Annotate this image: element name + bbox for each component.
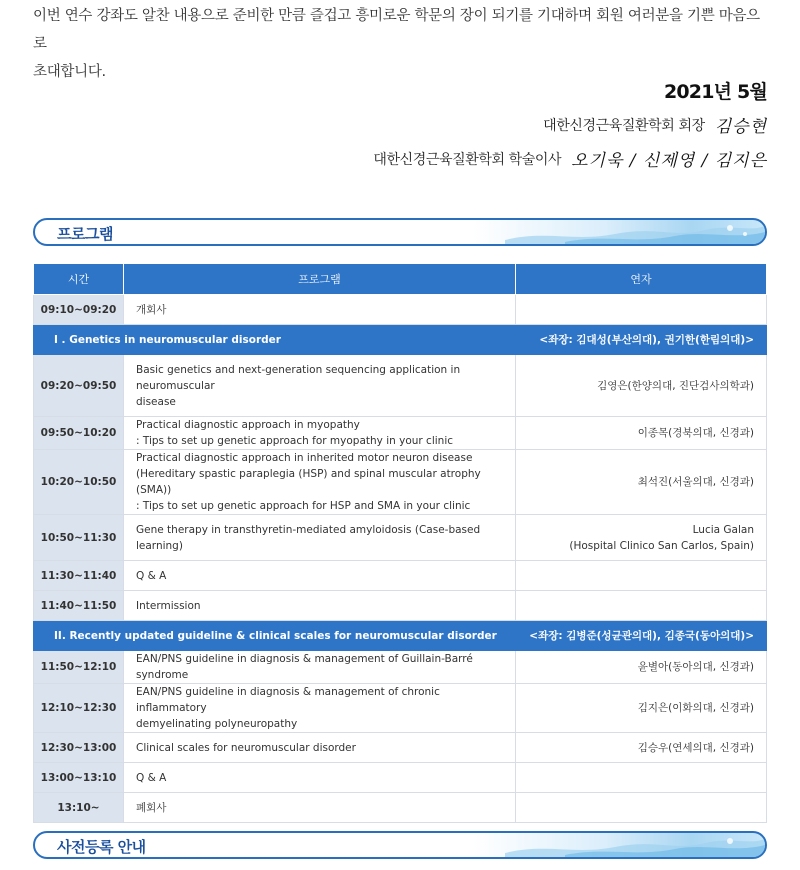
speaker-cell	[516, 651, 767, 684]
registration-section-title: 사전등록 안내	[57, 838, 146, 856]
program-line: EAN/PNS guideline in diagnosis & management of Guillain-Barré syndrome	[136, 653, 473, 681]
program-line: Q & A	[136, 771, 167, 784]
time-cell: 12:10~12:30	[34, 684, 124, 733]
program-line: (Hereditary spastic paraplegia (HSP) and spinal muscular atrophy (SMA))	[136, 468, 481, 496]
program-line: : Tips to set up genetic approach for myopathy in your clinic	[136, 435, 454, 447]
program-line: Q & A	[136, 569, 167, 582]
speaker-line: 김지은(이화의대, 신경과)	[637, 702, 754, 714]
closing-date: 2021년 5월	[663, 81, 767, 103]
registration-section-header	[33, 831, 767, 859]
program-cell	[124, 450, 516, 515]
time-cell: 12:30~13:00	[34, 733, 124, 763]
program-line: demyelinating polyneuropathy	[136, 718, 298, 730]
time-cell: 10:50~11:30	[34, 515, 124, 561]
program-cell	[124, 733, 516, 763]
program-line: Basic genetics and next-generation sequencing application in neuromuscular	[136, 363, 461, 392]
table-row	[34, 561, 767, 591]
intro-paragraph	[33, 2, 773, 86]
table-row	[34, 733, 767, 763]
time-cell: 11:30~11:40	[34, 561, 124, 591]
program-cell	[124, 355, 516, 417]
speaker-cell	[516, 684, 767, 733]
speaker-line: 김승우(연세의대, 신경과)	[637, 741, 754, 754]
program-cell	[124, 591, 516, 621]
table-row	[34, 684, 767, 733]
program-cell	[124, 515, 516, 561]
speaker-cell	[516, 515, 767, 561]
program-cell	[124, 651, 516, 684]
table-row	[34, 793, 767, 823]
program-line: Practical diagnostic approach in myopathy	[136, 419, 360, 431]
speaker-cell	[516, 733, 767, 763]
header-time: 시간	[34, 264, 124, 295]
speaker-line: Lucia Galan	[692, 523, 754, 536]
session-title: II. Recently updated guideline & clinical scales for neuromuscular disorder	[34, 621, 516, 651]
intro-line-1: 이번 연수 강좌도 알찬 내용으로 준비한 만큼 즐겁고 흥미로운 학문의 장이 되기를 기대하며 회원 여러분을 기쁜 마음으로	[33, 8, 760, 52]
time-cell: 13:10~	[34, 793, 124, 823]
session-header-row	[34, 325, 767, 355]
time-cell: 11:50~12:10	[34, 651, 124, 684]
time-cell: 13:00~13:10	[34, 763, 124, 793]
program-table-header-row	[34, 264, 767, 295]
speaker-cell	[516, 793, 767, 823]
speaker-line: 윤별아(동아의대, 신경과)	[637, 661, 754, 673]
program-cell	[124, 763, 516, 793]
time-cell: 09:50~10:20	[34, 417, 124, 450]
speaker-cell	[516, 763, 767, 793]
program-line: Intermission	[136, 599, 201, 612]
speaker-line: 이종목(경북의대, 신경과)	[637, 427, 754, 439]
time-cell: 11:40~11:50	[34, 591, 124, 621]
table-row	[34, 450, 767, 515]
header-speaker: 연자	[516, 264, 767, 295]
session-chair: <좌장: 김대성(부산의대), 권기한(한림의대)>	[516, 325, 767, 355]
table-row	[34, 355, 767, 417]
time-cell: 09:20~09:50	[34, 355, 124, 417]
program-cell	[124, 684, 516, 733]
program-line: Clinical scales for neuromuscular disorder	[136, 741, 356, 754]
program-cell	[124, 561, 516, 591]
program-line: Practical diagnostic approach in inherited motor neuron disease	[136, 452, 473, 464]
program-table	[33, 263, 767, 823]
president-signature-row	[543, 112, 767, 137]
water-wave-decoration-icon	[505, 220, 765, 244]
speaker-cell	[516, 355, 767, 417]
header-program: 프로그램	[124, 264, 516, 295]
program-section-title: 프로그램	[57, 225, 113, 243]
speaker-cell	[516, 295, 767, 325]
speaker-cell	[516, 561, 767, 591]
table-row	[34, 763, 767, 793]
program-line: 폐회사	[136, 801, 167, 814]
speaker-cell	[516, 417, 767, 450]
table-row	[34, 651, 767, 684]
program-line: 개회사	[136, 303, 167, 316]
program-line: : Tips to set up genetic approach for HSP and SMA in your clinic	[136, 500, 471, 512]
program-cell	[124, 417, 516, 450]
president-title: 대한신경근육질환학회 회장	[543, 117, 705, 134]
time-cell: 10:20~10:50	[34, 450, 124, 515]
table-row	[34, 591, 767, 621]
table-row	[34, 295, 767, 325]
speaker-cell	[516, 450, 767, 515]
program-cell	[124, 793, 516, 823]
president-signature: 김승현	[714, 117, 767, 137]
session-title: I . Genetics in neuromuscular disorder	[34, 325, 516, 355]
speaker-cell	[516, 591, 767, 621]
table-row	[34, 515, 767, 561]
session-header-row	[34, 621, 767, 651]
speaker-line: 최석진(서울의대, 신경과)	[637, 476, 754, 488]
program-line: Gene therapy in transthyretin-mediated amyloidosis (Case-based learning)	[136, 523, 481, 552]
academic-signature: 오기욱 / 신제영 / 김지은	[571, 151, 767, 171]
program-section-header	[33, 218, 767, 246]
intro-line-2: 초대합니다.	[33, 64, 106, 80]
program-cell	[124, 295, 516, 325]
time-cell: 09:10~09:20	[34, 295, 124, 325]
program-line: disease	[136, 395, 176, 408]
speaker-line: 김영은(한양의대, 진단검사의학과)	[597, 379, 754, 392]
speaker-line: (Hospital Clinico San Carlos, Spain)	[569, 539, 754, 552]
water-wave-decoration-icon	[505, 833, 765, 857]
program-line: EAN/PNS guideline in diagnosis & management of chronic inflammatory	[136, 686, 440, 714]
session-chair: <좌장: 김병준(성균관의대), 김종국(동아의대)>	[516, 621, 767, 651]
academic-signature-row	[373, 146, 767, 171]
academic-title: 대한신경근육질환학회 학술이사	[373, 151, 562, 168]
table-row	[34, 417, 767, 450]
